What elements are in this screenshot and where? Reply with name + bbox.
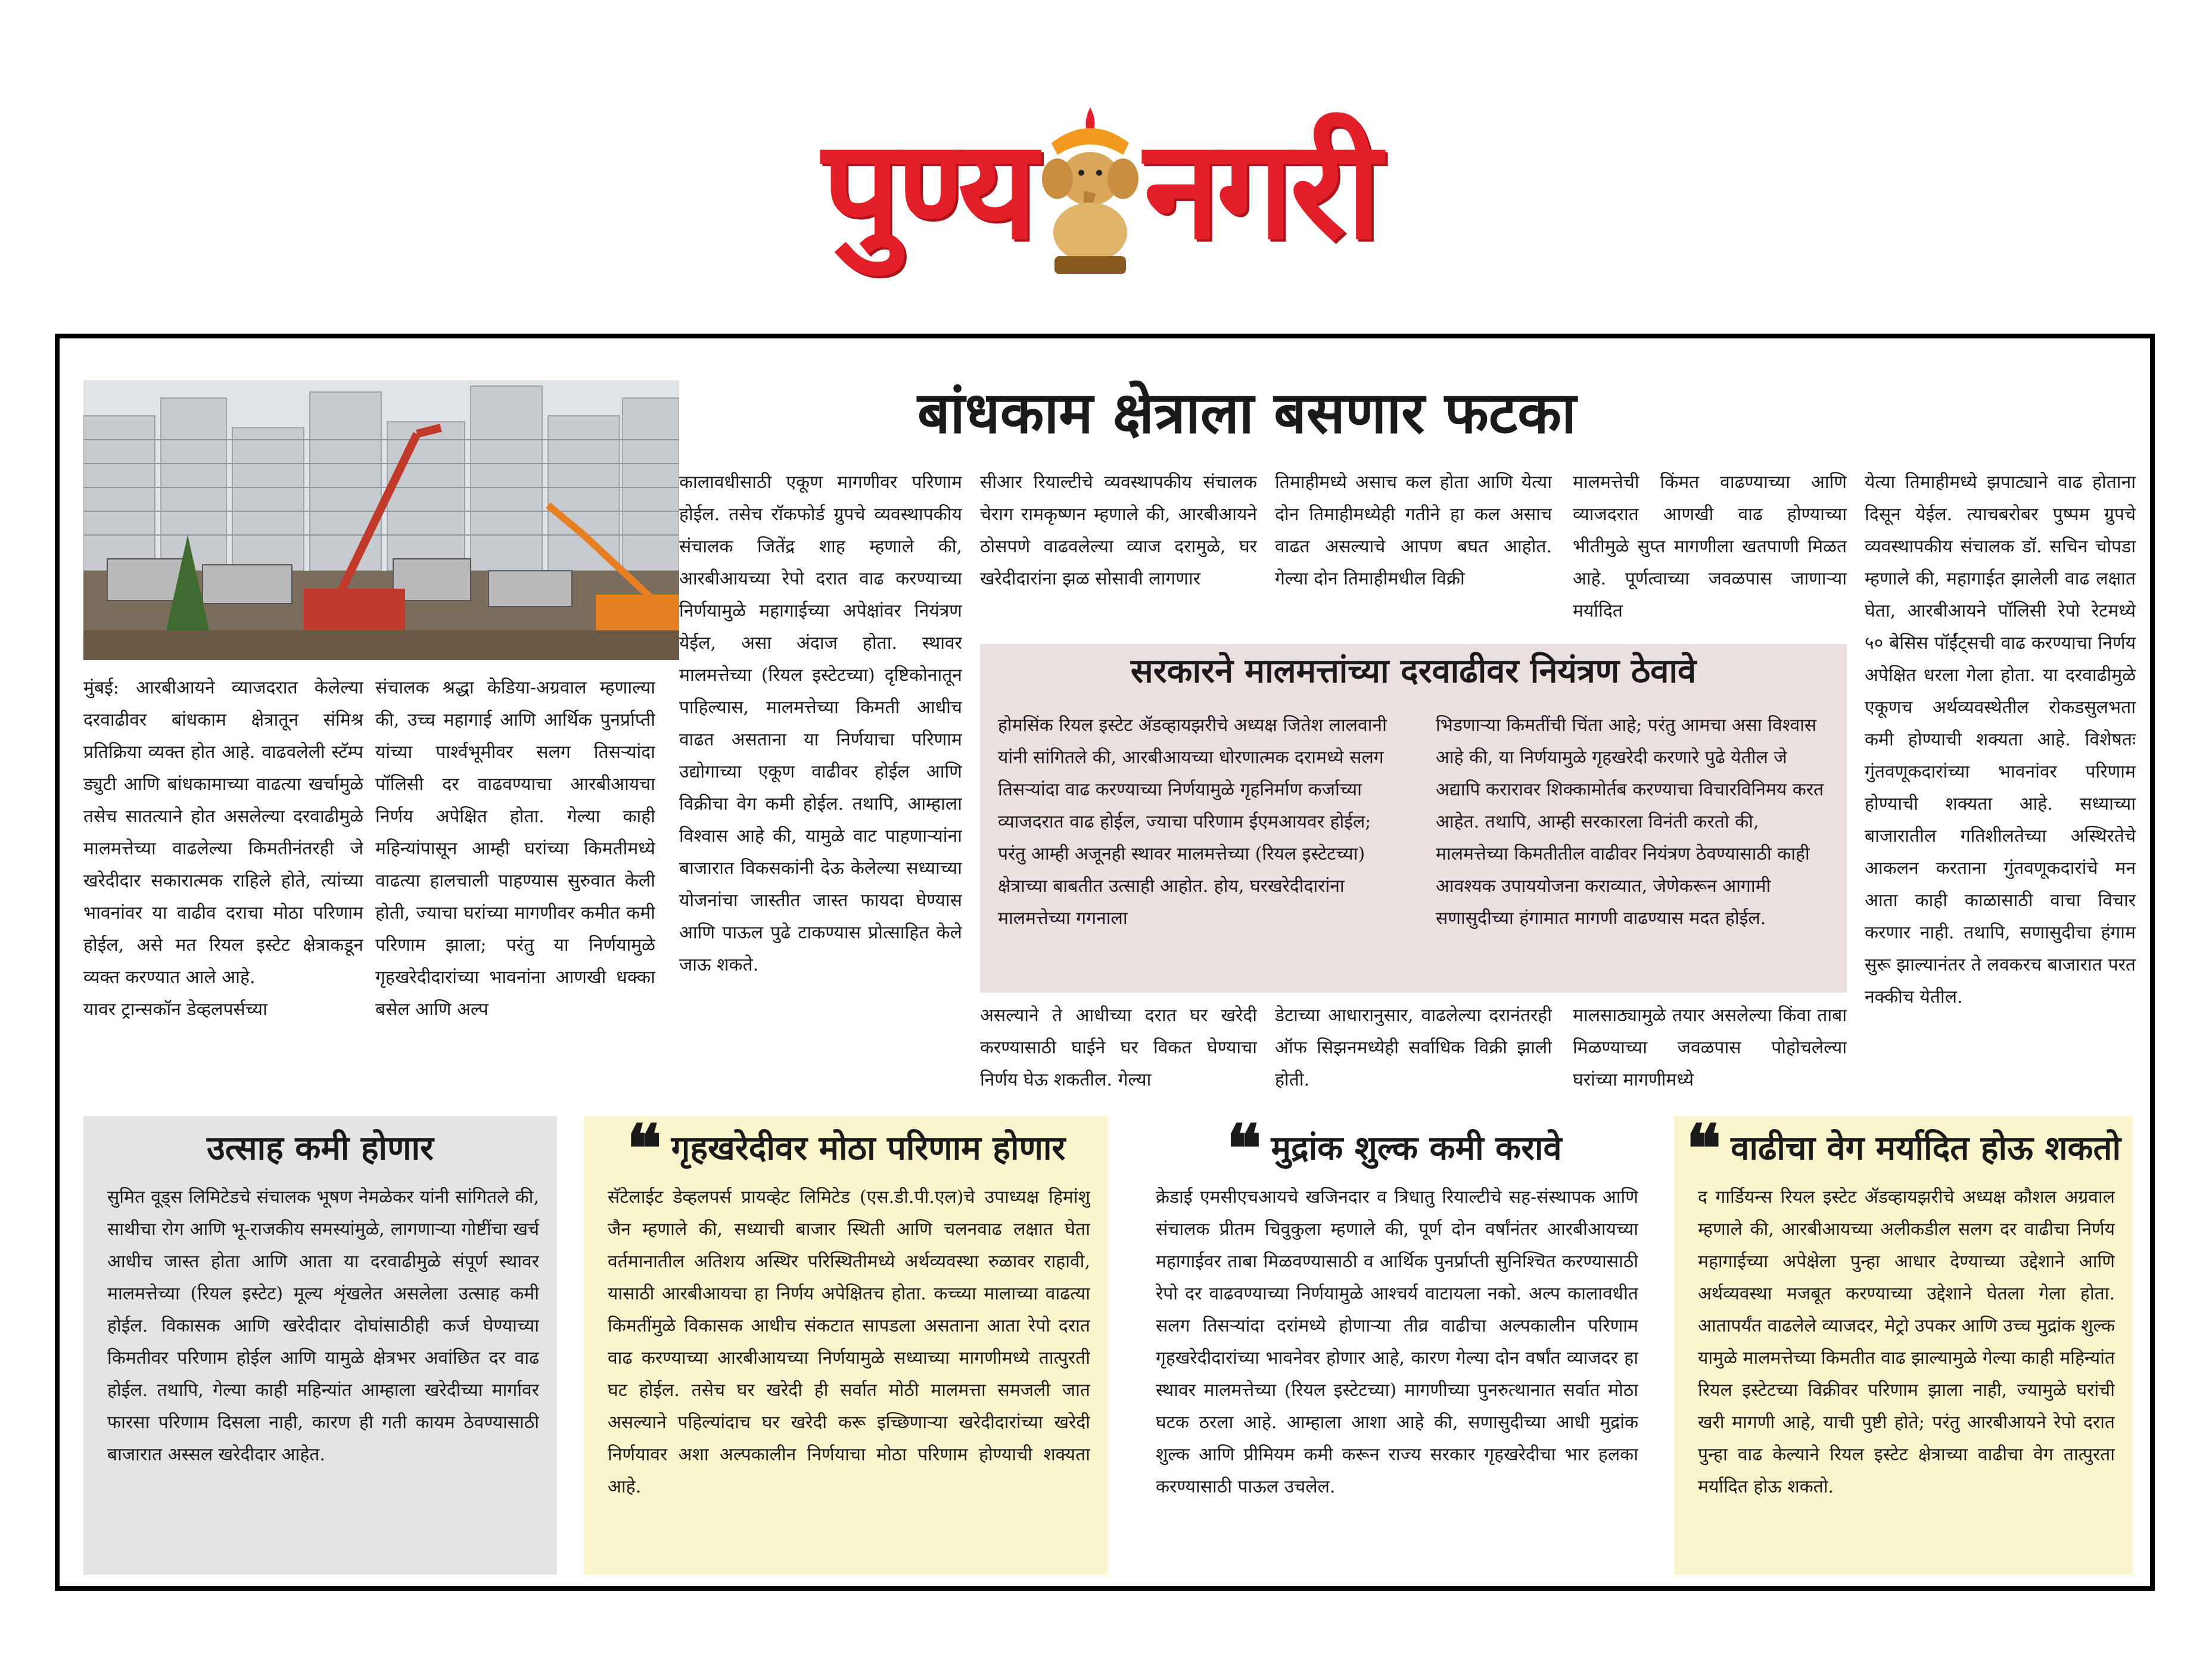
construction-site-photo (83, 380, 679, 660)
article-column-4-bottom (980, 1000, 1257, 1101)
quote-mark-icon: ❝ (1226, 1110, 1262, 1187)
quote-box-2-title-text: गृहखरेदीवर मोठा परिणाम होणार (671, 1129, 1066, 1168)
article-column-6-top (1573, 467, 1847, 627)
inset-box (980, 644, 1847, 993)
article-col6-bottom-text: मालसाठ्यामुळे तयार असलेल्या किंवा ताबा मिळण्याच्या जवळपास पोहोचलेल्या घरांच्या मागणीमध्ये (1573, 1005, 1847, 1090)
construction-photo-illustration (83, 380, 679, 660)
quote-box-1-title-text: उत्साह कमी होणार (207, 1129, 434, 1168)
article-col3-text: कालावधीसाठी एकूण मागणीवर परिणाम होईल. तसेच रॉकफोर्ड ग्रुपचे व्यवस्थापकीय संचालक जितेंद्र शाह म्हणाले की, आरबीआयच्या रेपो दरात वाढ करण्याच्या निर्णयामुळे महागाईच्या अपेक्षांवर नियंत्रण येईल, असा अंदाज होता. स्थावर मालमत्तेच्या (रियल इस्टेटच्या) दृष्टिकोनातून पाहिल्यास, मालमत्तेच्या किमती आधीच वाढत असताना या निर्णयाचा परिणाम उद्योगाच्या एकूण वाढीवर होईल आणि विक्रीचा वेग कमी होईल. तथापि, आम्हाला विश्वास आहे की, यामुळे वाट पाहणाऱ्यांना बाजारात विकसकांनी देऊ केलेल्या सध्याच्या योजनांचा जास्तीत जास्त फायदा घेण्यास आणि पाऊल पुढे टाकण्यास प्रोत्साहित केले जाऊ शकते. (679, 472, 962, 975)
article-column-5-bottom (1275, 1000, 1552, 1101)
quote-box-3-body (1156, 1181, 1638, 1563)
quote-box-1-title (83, 1122, 557, 1176)
quote-box-2 (584, 1110, 1108, 1575)
masthead-title-right: नगरी (1144, 111, 1378, 270)
article-col4-top-text: सीआर रियाल्टीचे व्यवस्थापकीय संचालक चेराग रामकृष्णन म्हणाले की, आरबीआयने ठोसपणे वाढवलेल्या व्याज दरामुळे, घर खरेदीदारांना झळ सोसावी लागणार (980, 472, 1257, 589)
masthead (822, 89, 1394, 286)
inset-title: सरकारने मालमत्तांच्या दरवाढीवर नियंत्रण ठेवावे (1130, 652, 1697, 691)
article-col1-text: मुंबई: आरबीआयने व्याजदरात केलेल्या दरवाढीवर बांधकाम क्षेत्रातून संमिश्र प्रतिक्रिया व्यक्त होत आहे. वाढवलेली स्टॅम्प ड्युटी आणि बांधकामाच्या वाढत्या खर्चामुळे तसेच सातत्याने होत असलेल्या दरवाढीमुळे मालमत्तेच्या वाढलेल्या किमतीनंतरही जे खरेदीदार सकारात्मक राहिले होते, त्यांच्या भावनांवर या वाढीव दराचा मोठा परिणाम होईल, असे मत रियल इस्टेट क्षेत्राकडून व्यक्त करण्यात आले आहे. (83, 677, 363, 988)
article-column-7 (1865, 467, 2136, 1098)
article-col2-text: संचालक श्रद्धा केडिया-अग्रवाल म्हणाल्या की, उच्च महागाई आणि आर्थिक पुनर्प्राप्ती यांच्या पार्श्वभूमीवर सलग तिसऱ्यांदा पॉलिसी दर वाढवण्याचा आरबीआयचा निर्णय अपेक्षित होता. गेल्या काही महिन्यांपासून आम्ही घरांच्या किमतीमध्ये वाढत्या हालचाली पाहण्यास सुरुवात केली होती, ज्याचा घरांच्या मागणीवर कमीत कमी परिणाम झाला; परंतु या निर्णयामुळे गृहखरेदीदारांच्या भावनांना आणखी धक्का बसेल आणि अल्प (375, 677, 655, 1020)
quote-box-4-body-text: द गार्डियन्स रियल इस्टेट ॲडव्हायझरीचे अध्यक्ष कौशल अग्रवाल म्हणाले की, आरबीआयच्या अलीकडील सलग दर वाढीचा निर्णय महागाईच्या अपेक्षेला पुन्हा आधार देण्याच्या उद्देशाने आणि अर्थव्यवस्था मजबूत करण्याच्या उद्देशाने घेतला गेला होता. आतापर्यंत वाढलेले व्याजदर, मेट्रो उपकर आणि उच्च मुद्रांक शुल्क यामुळे मालमत्तेच्या किमतीत वाढ झाल्यामुळे गेल्या काही महिन्यांत रियल इस्टेटच्या विक्रीवर परिणाम झाला नाही, ज्यामुळे घरांची खरी मागणी आहे, याची पुष्टी होते; परंतु आरबीआयने रेपो दरात पुन्हा वाढ केल्याने रियल इस्टेट क्षेत्राच्या वाढीचा वेग तात्पुरता मर्यादित होऊ शकतो. (1698, 1187, 2115, 1497)
inset-right-text: भिडणाऱ्या किमतींची चिंता आहे; परंतु आमचा असा विश्वास आहे की, या निर्णयामुळे गृहखरेदी करणारे पुढे येतील जे अद्यापि करारावर शिक्कामोर्तब करण्याचा विचारविनिमय करत आहेत. तथापि, आम्ही सरकारला विनंती करतो की, मालमत्तेच्या किमतीतील वाढीवर नियंत्रण ठेवण्यासाठी काही आवश्यक उपाययोजना कराव्यात, जेणेकरून आगामी सणासुदीच्या हंगामात मागणी वाढण्यास मदत होईल. (1436, 715, 1824, 929)
quote-box-4-title-text: वाढीचा वेग मर्यादित होऊ शकतो (1731, 1129, 2121, 1168)
quote-box-2-body (608, 1181, 1090, 1563)
article-column-2 (375, 672, 655, 1137)
quote-mark-icon: ❝ (626, 1110, 662, 1187)
article-headline: बांधकाम क्षेत्राला बसणार फटका (917, 380, 1576, 446)
article-col7-text: येत्या तिमाहीमध्ये झपाट्याने वाढ होताना दिसून येईल. त्याचबरोबर पुष्पम ग्रुपचे व्यवस्थापकीय संचालक डॉ. सचिन चोपडा म्हणाले की, महागाईत झालेली वाढ लक्षात घेता, आरबीआयने पॉलिसी रेपो रेटमध्ये ५० बेसिस पॉईंट्सची वाढ करण्याचा निर्णय अपेक्षित धरला गेला होता. या दरवाढीमुळे एकूणच अर्थव्यवस्थेतील रोकडसुलभता कमी होण्याची शक्यता आहे. विशेषतः गुंतवणूकदारांच्या भावनांवर परिणाम होण्याची शक्यता आहे. सध्याच्या बाजारातील गतिशीलतेच्या अस्थिरतेचे आकलन करताना गुंतवणूकदारांचे मन आता काही काळासाठी वाचा विचार करणार नाही. तथापि, सणासुदीचा हंगाम सुरू झाल्यानंतर ते लवकरच बाजारात परत नक्कीच येतील. (1865, 472, 2136, 1007)
quote-box-2-body-text: सॅटेलाईट डेव्हलपर्स प्रायव्हेट लिमिटेड (एस.डी.पी.एल)चे उपाध्यक्ष हिमांशु जैन म्हणाले की, सध्याची बाजार स्थिती आणि चलनवाढ लक्षात घेता वर्तमानातील अतिशय अस्थिर परिस्थितीमध्ये अर्थव्यवस्था रुळावर राहावी, यासाठी आरबीआयचा हा निर्णय अपेक्षितच होता. कच्च्या मालाच्या वाढत्या किमतींमुळे विकासक आधीच संकटात सापडला असताना आता रेपो दरात वाढ करण्याच्या आरबीआयच्या निर्णयामुळे सध्याच्या मागणीमध्ये तात्पुरती घट होईल. तसेच घर खरेदी ही सर्वात मोठी मालमत्ता समजली जात असल्याने पहिल्यांदाच घर खरेदी करू इच्छिणाऱ्या खरेदीदारांच्या खरेदी निर्णयावर अशा अल्पकालीन निर्णयाचा मोठा परिणाम होण्याची शक्यता आहे. (608, 1187, 1090, 1497)
article-col5-bottom-text: डेटाच्या आधारानुसार, वाढलेल्या दरानंतरही ऑफ सिझनमध्येही सर्वाधिक विक्री झाली होती. (1275, 1005, 1552, 1090)
article-column-5-top (1275, 467, 1552, 627)
article-col5-top-text: तिमाहीमध्ये असाच कल होता आणि येत्या दोन तिमाहीमध्येही गतीने हा कल असाच वाढत असल्याचे आपण बघत आहोत. गेल्या दोन तिमाहीमधील विक्री (1275, 472, 1552, 589)
article-column-3 (679, 467, 962, 1062)
quote-box-1-body-text: सुमित वूड्स लिमिटेडचे संचालक भूषण नेमळेकर यांनी सांगितले की, साथीचा रोग आणि भू-राजकीय समस्यांमुळे, लागणाऱ्या गोष्टींचा खर्च आधीच जास्त होता आणि आता या दरवाढीमुळे संपूर्ण स्थावर मालमत्तेच्या (रियल इस्टेट) मूल्य शृंखलेत असलेला उत्साह कमी होईल. विकासक आणि खरेदीदार दोघांसाठीही कर्ज घेण्याच्या किमतीवर परिणाम होईल आणि यामुळे क्षेत्रभर अवांछित दर वाढ होईल. तथापि, गेल्या काही महिन्यांत आम्हाला खरेदीच्या मार्गावर फारसा परिणाम दिसला नाही, कारण ही गती कायम ठेवण्यासाठी बाजारात अस्सल खरेदीदार आहेत. (107, 1187, 539, 1465)
quote-box-1 (83, 1116, 557, 1575)
article-col6-top-text: मालमत्तेची किंमत वाढण्याच्या आणि व्याजदरात आणखी वाढ होण्याच्या भीतीमुळे सुप्त मागणीला खतपाणी मिळत आहे. पूर्णत्वाच्या जवळपास जाणाऱ्या मर्यादित (1573, 472, 1847, 621)
quote-box-4-body (1698, 1181, 2115, 1563)
quote-box-3-title-text: मुद्रांक शुल्क कमी करावे (1271, 1129, 1562, 1168)
article-col4-bottom-text: असल्याने ते आधीच्या दरात घर खरेदी करण्यासाठी घाईने घर विकत घेण्याचा निर्णय घेऊ शकतील. गेल्या (980, 1005, 1257, 1090)
article-column-1 (83, 672, 363, 1137)
quote-mark-icon: ❝ (1686, 1110, 1722, 1187)
inset-left-text: होमसिंक रियल इस्टेट ॲडव्हायझरीचे अध्यक्ष जितेश लालवानी यांनी सांगितले की, आरबीआयच्या धोरणात्मक दरामध्ये सलग तिसऱ्यांदा वाढ करण्याच्या निर्णयामुळे गृहनिर्माण कर्जाच्या व्याजदरात वाढ होईल, ज्याचा परिणाम ईएमआयवर होईल; परंतु आम्ही अजूनही स्थावर मालमत्तेच्या (रियल इस्टेटच्या) क्षेत्राच्या बाबतीत उत्साही आहोत. होय, घरखरेदीदारांना मालमत्तेच्या गगनाला (998, 715, 1387, 929)
quote-box-4-title (1674, 1110, 2133, 1187)
ganesha-emblem-icon (1034, 101, 1147, 280)
article-frame (55, 334, 2155, 1591)
quote-box-4 (1674, 1110, 2133, 1575)
quote-box-2-title (584, 1110, 1108, 1187)
quote-box-3-title (1132, 1110, 1656, 1187)
article-column-6-bottom (1573, 1000, 1847, 1101)
masthead-title-left: पुण्य (822, 111, 1034, 270)
article-column-4-top (980, 467, 1257, 627)
quote-box-3 (1132, 1110, 1656, 1575)
quote-box-3-body-text: क्रेडाई एमसीएचआयचे खजिनदार व त्रिधातु रियाल्टीचे सह-संस्थापक आणि संचालक प्रीतम चिवुकुला म्हणाले की, पूर्ण दोन वर्षांनंतर आरबीआयच्या महागाईवर ताबा मिळवण्यासाठी व आर्थिक पुनर्प्राप्ती सुनिश्चित करण्यासाठी रेपो दर वाढवण्याच्या निर्णयामुळे आश्चर्य वाटायला नको. अल्प कालावधीत सलग तिसऱ्यांदा दरांमध्ये होणाऱ्या तीव्र वाढीचा अल्पकालीन परिणाम गृहखरेदीदारांच्या भावनेवर होणार आहे, कारण गेल्या दोन वर्षांत व्याजदर हा स्थावर मालमत्तेच्या (रियल इस्टेटच्या) मागणीच्या पुनरुत्थानात सर्वात मोठा घटक ठरला आहे. आम्हाला आशा आहे की, सणासुदीच्या आधी मुद्रांक शुल्क आणि प्रीमियम कमी करून राज्य सरकार गृहखरेदीचा भार हलका करण्यासाठी पाऊल उचलेल. (1156, 1187, 1638, 1497)
quote-box-1-body (107, 1181, 539, 1563)
article-col1b-text: यावर ट्रान्सकॉन डेव्हलपर्सच्या (83, 999, 267, 1020)
